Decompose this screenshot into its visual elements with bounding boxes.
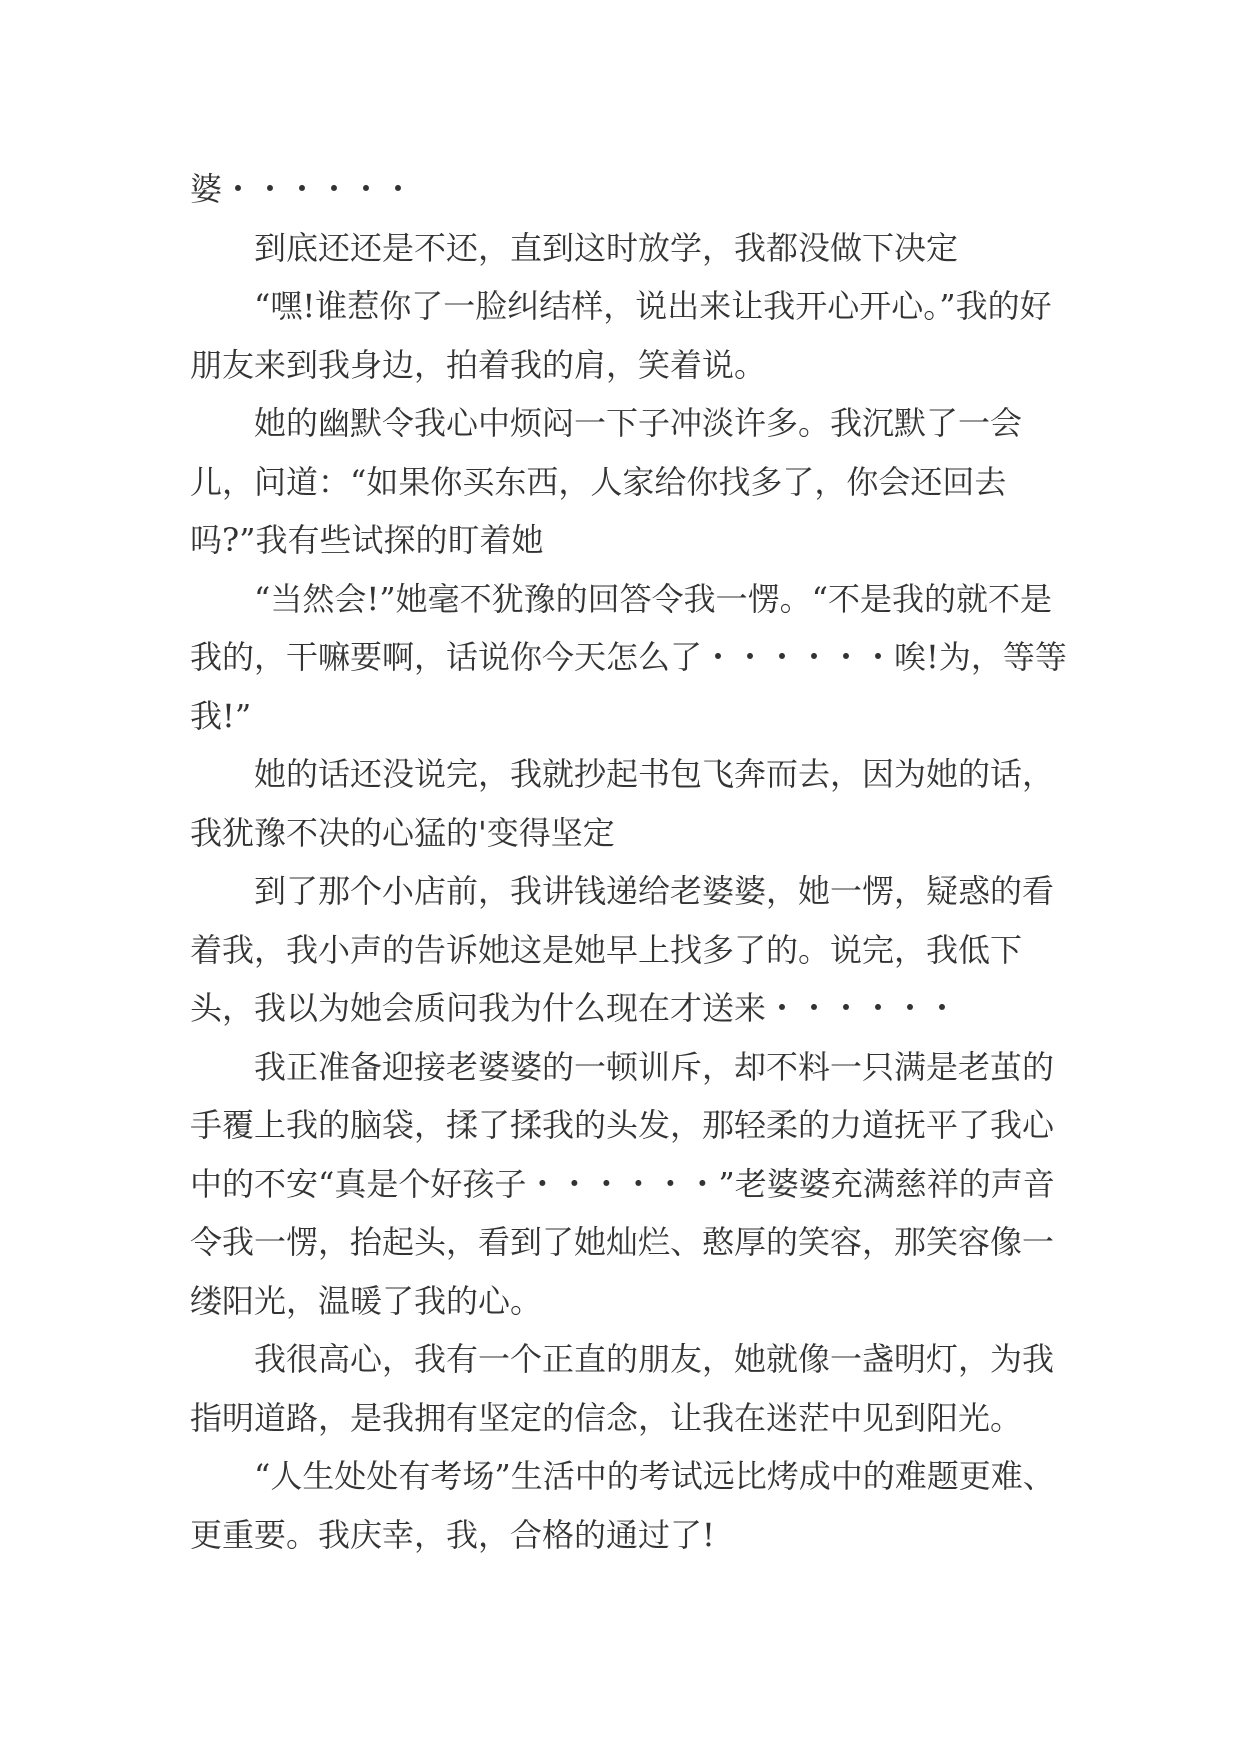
paragraph: “当然会!”她毫不犹豫的回答令我一愣。“不是我的就不是我的，干嘛要啊，话说你今天怎么了・・・・・・唉!为，等等我!” <box>190 579 1067 735</box>
paragraph: 她的话还没说完，我就抄起书包飞奔而去，因为她的话，我犹豫不决的心猛的'变得坚定 <box>190 755 1055 852</box>
document-body <box>190 160 1070 1564</box>
paragraph: “人生处处有考场”生活中的考试远比烤成中的难题更难、更重要。我庆幸，我，合格的通过了! <box>190 1457 1055 1554</box>
paragraph: 到底还还是不还，直到这时放学，我都没做下决定 <box>254 228 959 267</box>
paragraph: 她的幽默令我心中烦闷一下子冲淡许多。我沉默了一会儿，问道：“如果你买东西，人家给你找多了，你会还回去吗?”我有些试探的盯着她 <box>190 404 1023 559</box>
paragraph: “嘿!谁惹你了一脸纠结样，说出来让我开心开心。”我的好朋友来到我身边，拍着我的肩，笑着说。 <box>190 287 1052 384</box>
paragraph: 到了那个小店前，我讲钱递给老婆婆，她一愣，疑惑的看着我，我小声的告诉她这是她早上找多了的。说完，我低下头，我以为她会质问我为什么现在才送来・・・・・・ <box>190 872 1055 1027</box>
paragraph-continuation: 婆・・・・・・ <box>190 170 415 208</box>
paragraph: 我正准备迎接老婆婆的一顿训斥，却不料一只满是老茧的手覆上我的脑袋，揉了揉我的头发，那轻柔的力道抚平了我心中的不安“真是个好孩子・・・・・・”老婆婆充满慈祥的声音令我一愣，抬起头，看到了她灿烂、憨厚的笑容，那笑容像一缕阳光，温暖了我的心。 <box>190 1047 1055 1320</box>
paragraph: 我很高心，我有一个正直的朋友，她就像一盏明灯，为我指明道路，是我拥有坚定的信念，让我在迷茫中见到阳光。 <box>190 1340 1055 1437</box>
